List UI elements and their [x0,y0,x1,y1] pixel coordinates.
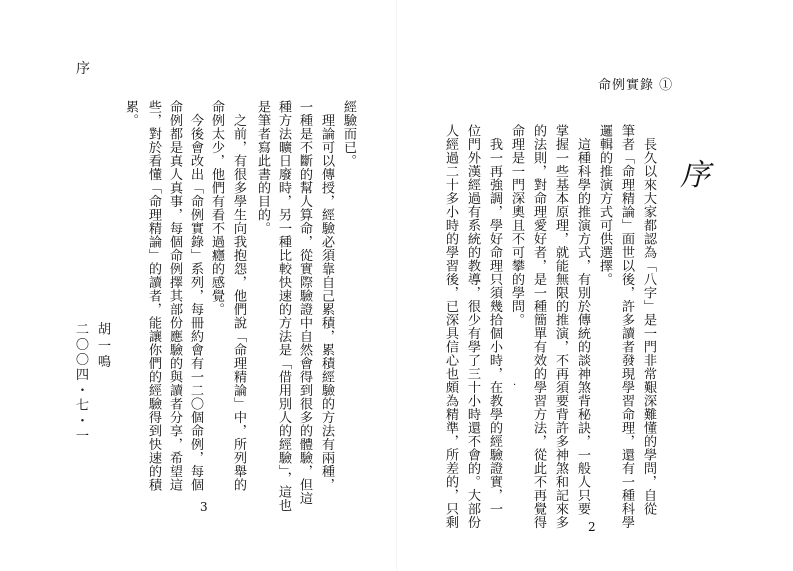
text-column: 經驗而已。 [341,100,356,168]
text-column: 命例都是真人真事，每個命例擇其部份應驗的與讀者分享，希望這 [167,100,182,492]
text-column: 長久以來大家都認為「八字」是一門非常艱深難懂的學問，自從 [641,124,656,516]
text-column: 命理是一門深奧且不可攀的學問。 [509,124,524,327]
text-column: 種方法曠日廢時，另一種比較快速的方法是「借用別人的經驗」，這也 [276,100,291,512]
signature: 胡一鳴 [95,322,110,371]
scan-speck: · [513,380,517,391]
text-column: 之前，有很多學生向我抱怨，他們說「命理精論」中，所列舉的 [231,100,246,492]
page-gutter [396,0,397,571]
text-column: 邏輯的推演方式可供選擇。 [597,124,612,286]
text-column: 累。 [123,100,138,127]
page-number: 3 [200,500,208,514]
date: 二〇〇四・七・一 [73,322,88,444]
text-column: 命例太少，他們有看不過癮的感覺。 [209,100,224,316]
text-column: 一種是不斷的幫人算命，從實際驗證中自然會得到很多的體驗，但這 [297,100,312,505]
page-number: 2 [588,520,596,534]
text-column: 些，對於看懂「命理精論」的讀者，能讓你們的經驗得到快速的積 [146,100,161,492]
text-column: 的法則，對命理愛好者，是一種簡單有效的學習方法，從此不再覺得 [531,124,546,529]
corner-label: 序 [76,61,90,77]
text-column: 理論可以傳授，經驗必須靠自己累積，累積經驗的方法有兩種， [319,100,334,492]
text-column: 筆者「命理精論」面世以後，許多讀者發現學習命理，還有一種科學 [619,124,634,529]
running-header: 命例實錄 ① [598,78,674,93]
text-column: 這種科學的推演方式，有別於傳統的談神煞背秘訣，一般人只要 [575,124,590,516]
text-column: 掌握一些基本原理，就能無限的推演，不再須要背許多神煞和記來多 [553,124,568,529]
text-column: 是筆者寫此書的目的。 [255,100,270,235]
text-column: 位門外漢經過有系統的教導，很少有學了三十小時還不會的。大部份 [465,124,480,529]
text-column: 人經過二十多小時的學習後，已深具信心也頗為精準，所差的，只剩 [443,124,458,529]
text-column: 今後會改出「命例實錄」系列，每冊約會有一二〇個命例，每個 [188,100,203,492]
page-title: 序 [680,158,710,193]
text-column: 我一再強調，學好命理只須幾拾個小時，在教學的經驗證實，一 [487,124,502,516]
